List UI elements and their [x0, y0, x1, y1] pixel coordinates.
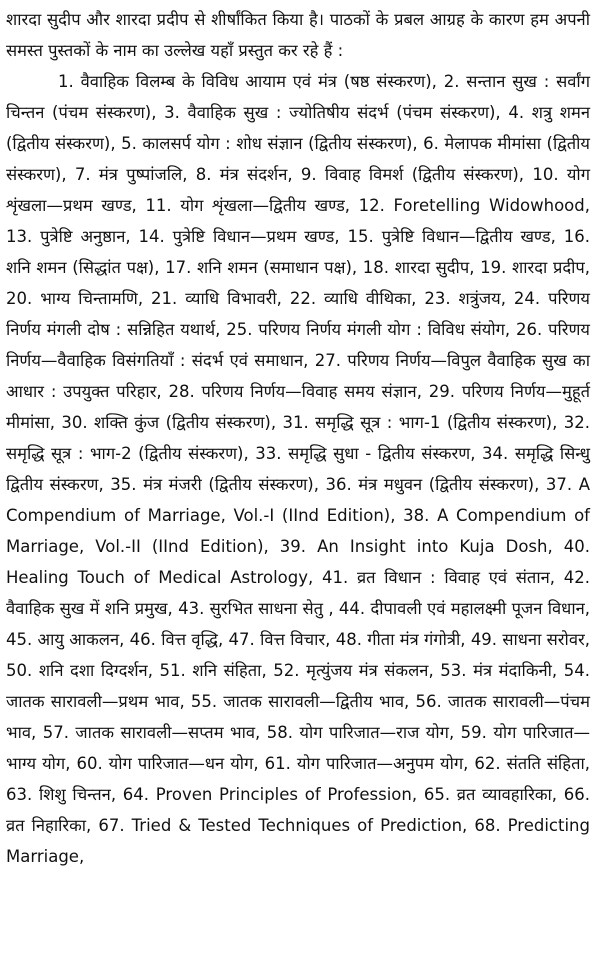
intro-paragraph: शारदा सुदीप और शारदा प्रदीप से शीर्षांकित किया है। पाठकों के प्रबल आग्रह के कारण हम अपनी समस्त पुस्तकों के नाम का उल्लेख यहाँ प्रस्तुत कर रहे हैं :	[6, 10, 590, 60]
book-list-paragraph: 1. वैवाहिक विलम्ब के विविध आयाम एवं मंत्र (षष्ठ संस्करण), 2. सन्तान सुख : सर्वांग चिन्तन (पंचम संस्करण), 3. वैवाहिक सुख : ज्योतिषीय संदर्भ (पंचम संस्करण), 4. शत्रु शमन (द्वितीय संस्करण), 5. कालसर्प योग : शोध संज्ञान (द्वितीय संस्करण), 6. मेलापक मीमांसा (द्वितीय संस्करण), 7. मंत्र पुष्पांजलि, 8. मंत्र संदर्शन, 9. विवाह विमर्श (द्वितीय संस्करण), 10. योग शृंखला—प्रथम खण्ड, 11. योग शृंखला—द्वितीय खण्ड, 12. Foretelling Widowhood, 13. पुत्रेष्टि अनुष्ठान, 14. पुत्रेष्टि विधान—प्रथम खण्ड, 15. पुत्रेष्टि विधान—द्वितीय खण्ड, 16. शनि शमन (सिद्धांत पक्ष), 17. शनि शमन (समाधान पक्ष), 18. शारदा सुदीप, 19. शारदा प्रदीप, 20. भाग्य चिन्तामणि, 21. व्याधि विभावरी, 22. व्याधि वीथिका, 23. शत्रुंजय, 24. परिणय निर्णय मंगली दोष : सन्निहित यथार्थ, 25. परिणय निर्णय मंगली योग : विविध संयोग, 26. परिणय निर्णय—वैवाहिक विसंगतियाँ : संदर्भ एवं समाधान, 27. परिणय निर्णय—विपुल वैवाहिक सुख का आधार : उपयुक्त परिहार, 28. परिणय निर्णय—विवाह समय संज्ञान, 29. परिणय निर्णय—मुहूर्त मीमांसा, 30. शक्ति कुंज (द्वितीय संस्करण), 31. समृद्धि सूत्र : भाग-1 (द्वितीय संस्करण), 32. समृद्धि सूत्र : भाग-2 (द्वितीय संस्करण), 33. समृद्धि सुधा - द्वितीय संस्करण, 34. समृद्धि सिन्धु द्वितीय संस्करण, 35. मंत्र मंजरी (द्वितीय संस्करण), 36. मंत्र मधुवन (द्वितीय संस्करण), 37. A Compendium of Marriage, Vol.-I (IInd Edition), 38. A Compendium of Marriage, Vol.-II (IInd Edition), 39. An Insight into Kuja Dosh, 40. Healing Touch of Medical Astrology, 41. व्रत विधान : विवाह एवं संतान, 42. वैवाहिक सुख में शनि प्रमुख, 43. सुरभित साधना सेतु , 44. दीपावली एवं महालक्ष्मी पूजन विधान, 45. आयु आकलन, 46. वित्त वृद्धि, 47. वित्त विचार, 48. गीता मंत्र गंगोत्री, 49. साधना सरोवर, 50. शनि दशा दिग्दर्शन, 51. शनि संहिता, 52. मृत्युंजय मंत्र संकलन, 53. मंत्र मंदाकिनी, 54. जातक सारावली—प्रथम भाव, 55. जातक सारावली—द्वितीय भाव, 56. जातक सारावली—पंचम भाव, 57. जातक सारावली—सप्तम भाव, 58. योग पारिजात—राज योग, 59. योग पारिजात—भाग्य योग, 60. योग पारिजात—धन योग, 61. योग पारिजात—अनुपम योग, 62. संतति संहिता, 63. शिशु चिन्तन, 64. Proven Principles of Profession, 65. व्रत व्यावहारिका, 66. व्रत निहारिका, 67. Tried & Tested Techniques of Prediction, 68. Predicting Marriage,	[6, 72, 590, 866]
